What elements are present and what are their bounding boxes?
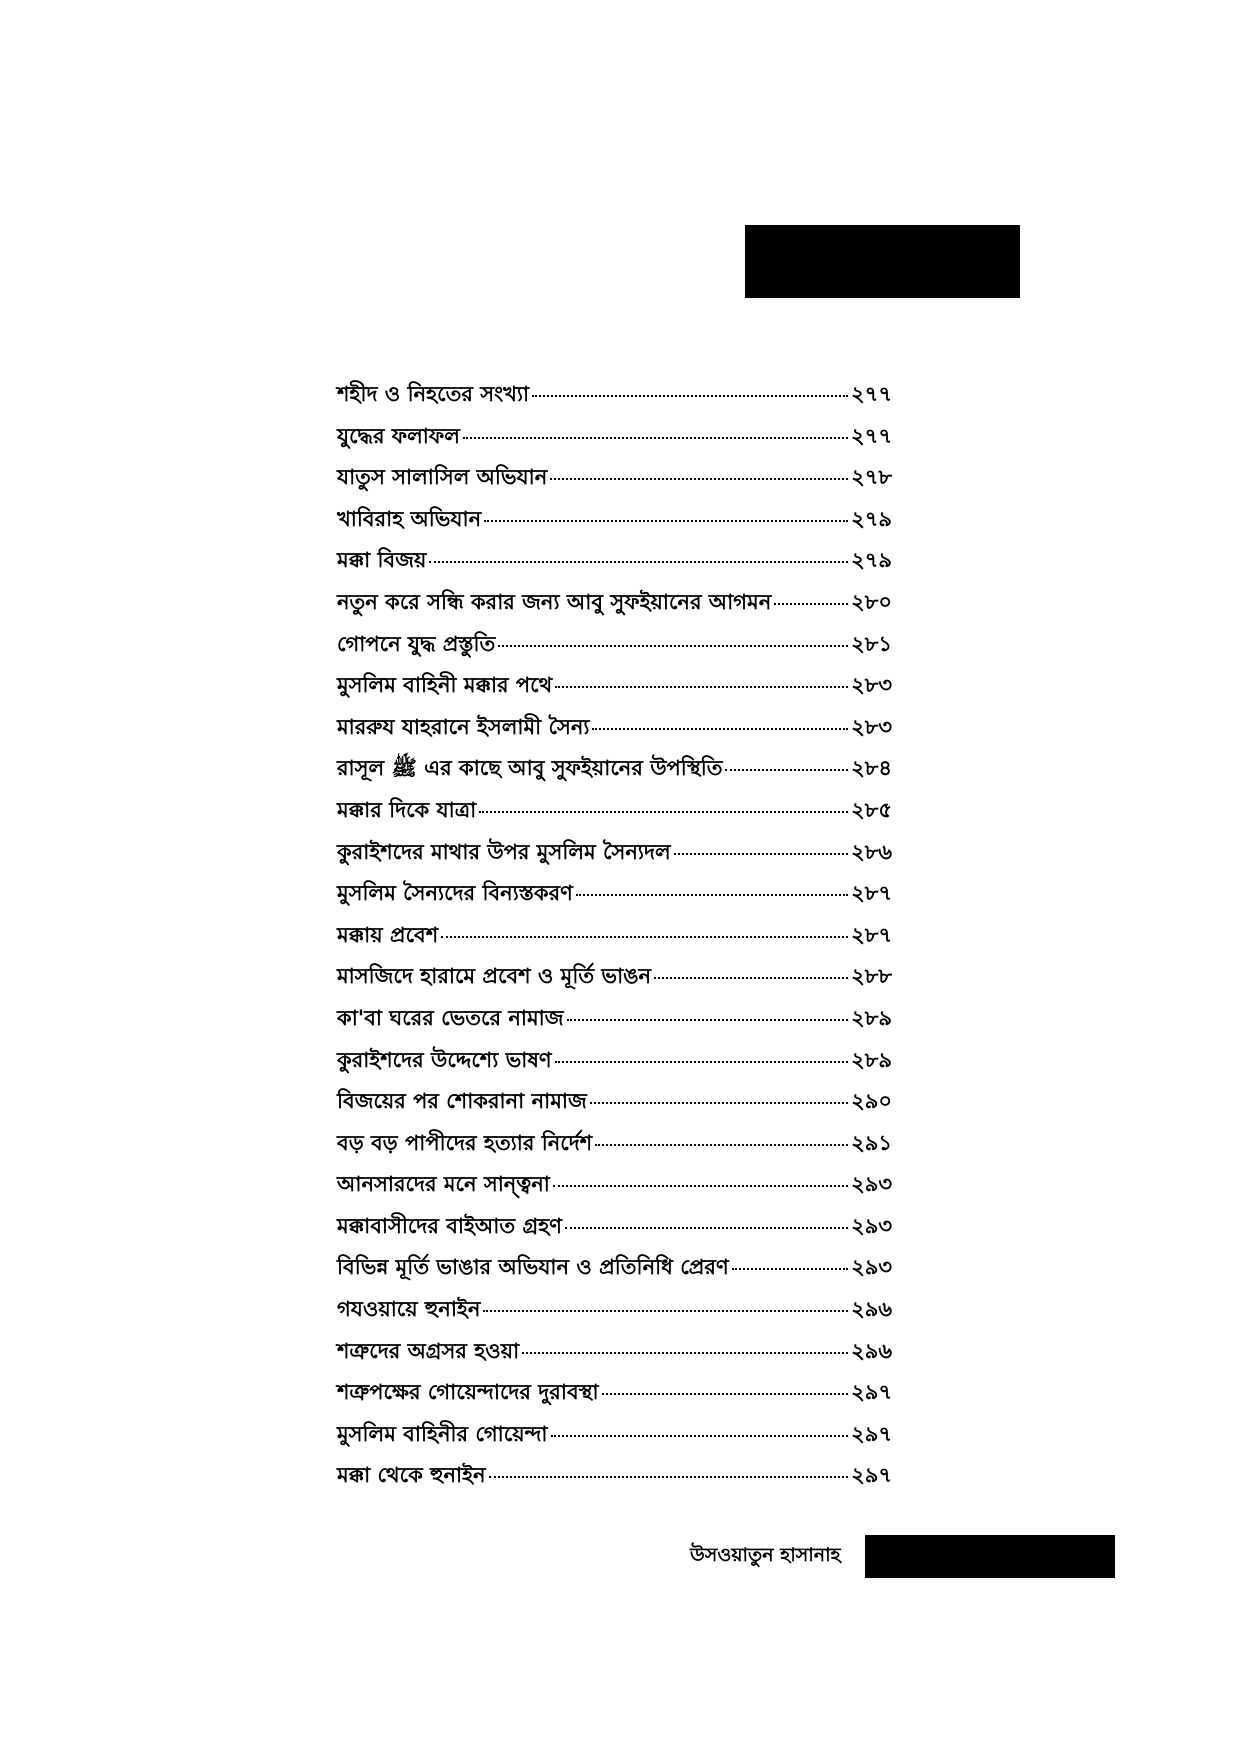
toc-entry (337, 752, 892, 794)
dot-leader (553, 1185, 848, 1187)
toc-entry (337, 1085, 892, 1127)
toc-entry (337, 586, 892, 628)
toc-entry-title: গোপনে যুদ্ধ প্রস্তুতি (337, 631, 496, 656)
toc-entry-title: নতুন করে সন্ধি করার জন্য আবু সুফইয়ানের আগমন (337, 589, 772, 614)
dot-leader (532, 395, 848, 397)
toc-entry-page-number: ২৯০ (851, 1089, 892, 1114)
dot-leader (590, 1102, 848, 1104)
toc-entry-title: আনসারদের মনে সান্ত্বনা (337, 1172, 550, 1197)
dot-leader (592, 728, 848, 730)
footer-book-title: উসওয়াতুন হাসানাহ (690, 1543, 841, 1566)
toc-entry (337, 919, 892, 961)
dot-leader (522, 1352, 848, 1354)
dot-leader (565, 1227, 848, 1229)
toc-entry-title: মক্কার দিকে যাত্রা (337, 797, 477, 822)
toc-entry-title: মক্কা থেকে হুনাইন (337, 1463, 486, 1488)
toc-entry-title: মুসলিম বাহিনী মক্কার পথে (337, 673, 553, 698)
toc-entry (337, 960, 892, 1002)
toc-entry-page-number: ২৯৬ (851, 1297, 892, 1322)
toc-entry (337, 711, 892, 753)
toc-entry-title: গযওয়ায়ে হুনাইন (337, 1297, 481, 1322)
toc-entry-page-number: ২৯৭ (851, 1380, 892, 1405)
toc-entry (337, 544, 892, 586)
toc-entry-title: মক্কায় প্রবেশ (337, 922, 439, 947)
toc-entry (337, 1251, 892, 1293)
toc-entry-page-number: ২৮৭ (851, 881, 892, 906)
toc-entry-title: শত্রুপক্ষের গোয়েন্দাদের দুরাবস্থা (337, 1380, 599, 1405)
dot-leader (595, 1144, 848, 1146)
toc-entry-page-number: ২৮১ (851, 631, 892, 656)
dot-leader (725, 769, 848, 771)
toc-entry-title: শত্রুদের অগ্রসর হওয়া (337, 1338, 520, 1363)
dot-leader (463, 437, 848, 439)
table-of-contents (337, 378, 892, 1501)
toc-entry (337, 669, 892, 711)
toc-entry-title: বড় বড় পাপীদের হত্যার নির্দেশ (337, 1130, 593, 1155)
toc-entry-page-number: ২৮৯ (851, 1047, 892, 1072)
toc-entry-page-number: ২৯৭ (851, 1463, 892, 1488)
toc-entry-page-number: ২৭৭ (851, 382, 892, 406)
toc-entry-title: খাবিরাহ অভিযান (337, 506, 482, 531)
toc-entry (337, 836, 892, 878)
toc-entry (337, 628, 892, 670)
toc-entry (337, 1002, 892, 1044)
dot-leader (567, 1019, 849, 1021)
toc-entry-title: মাসজিদে হারামে প্রবেশ ও মূর্তি ভাঙন (337, 964, 652, 989)
toc-entry (337, 503, 892, 545)
toc-entry-title: বিভিন্ন মূর্তি ভাঙার অভিযান ও প্রতিনিধি প্রেরণ (337, 1255, 729, 1280)
toc-entry (337, 461, 892, 503)
dot-leader (654, 977, 848, 979)
toc-entry-page-number: ২৭৮ (851, 465, 892, 490)
toc-entry-title: মুসলিম বাহিনীর গোয়েন্দা (337, 1421, 548, 1446)
dot-leader (479, 811, 848, 813)
toc-entry-title: শহীদ ও নিহতের সংখ্যা (337, 382, 530, 406)
dot-leader (498, 645, 848, 647)
toc-entry-title: মুসলিম সৈন্যদের বিন্যস্তকরণ (337, 881, 573, 906)
toc-entry-title: যুদ্ধের ফলাফল (337, 423, 460, 448)
toc-entry-page-number: ২৮৪ (851, 756, 892, 781)
dot-leader (550, 478, 848, 480)
toc-entry-page-number: ২৮৫ (851, 797, 892, 822)
toc-entry-page-number: ২৯৩ (851, 1213, 892, 1238)
toc-entry-title: কুরাইশদের মাথার উপর মুসলিম সৈন্যদল (337, 839, 671, 864)
dot-leader (489, 1476, 848, 1478)
toc-entry-page-number: ২৮০ (851, 589, 892, 614)
toc-entry-page-number: ২৮৩ (851, 714, 892, 739)
toc-entry-page-number: ২৮৩ (851, 673, 892, 698)
page-footer (690, 1535, 1115, 1578)
toc-entry (337, 420, 892, 462)
toc-entry (337, 1335, 892, 1377)
toc-entry (337, 1210, 892, 1252)
toc-entry-page-number: ২৯১ (851, 1130, 892, 1155)
toc-entry-title: বিজয়ের পর শোকরানা নামাজ (337, 1089, 587, 1114)
toc-entry-page-number: ২৮৭ (851, 922, 892, 947)
toc-entry-page-number: ২৭৯ (851, 548, 892, 573)
toc-entry-title: মাররুয যাহরানে ইসলামী সৈন্য (337, 714, 590, 739)
dot-leader (551, 1435, 849, 1437)
toc-entry-page-number: ২৭৭ (851, 423, 892, 448)
toc-entry-title: কুরাইশদের উদ্দেশ্যে ভাষণ (337, 1047, 552, 1072)
dot-leader (555, 1061, 848, 1063)
toc-entry (337, 1418, 892, 1460)
toc-entry (337, 378, 892, 420)
toc-entry-title: কা'বা ঘরের ভেতরে নামাজ (337, 1005, 564, 1030)
dot-leader (484, 520, 848, 522)
dot-leader (674, 853, 848, 855)
toc-entry-page-number: ২৯৭ (851, 1421, 892, 1446)
toc-entry (337, 1127, 892, 1169)
dot-leader (602, 1393, 848, 1395)
toc-entry-title: মক্কা বিজয় (337, 548, 427, 573)
toc-entry (337, 1044, 892, 1086)
footer-black-block (865, 1535, 1115, 1578)
toc-entry-title: যাতুস সালাসিল অভিযান (337, 465, 548, 490)
toc-entry-page-number: ২৯৩ (851, 1255, 892, 1280)
toc-entry (337, 1168, 892, 1210)
toc-entry (337, 1376, 892, 1418)
toc-entry (337, 877, 892, 919)
toc-entry-page-number: ২৮৯ (851, 1005, 892, 1030)
dot-leader (441, 936, 848, 938)
toc-entry-page-number: ২৭৯ (851, 506, 892, 531)
toc-entry (337, 1459, 892, 1501)
toc-entry (337, 1293, 892, 1335)
dot-leader (576, 894, 848, 896)
dot-leader (483, 1310, 848, 1312)
header-black-block (745, 225, 1020, 298)
toc-entry-page-number: ২৮৮ (851, 964, 892, 989)
toc-entry-title: মক্কাবাসীদের বাইআত গ্রহণ (337, 1213, 562, 1238)
toc-entry-page-number: ২৯৬ (851, 1338, 892, 1363)
toc-entry-page-number: ২৮৬ (851, 839, 892, 864)
toc-entry (337, 794, 892, 836)
dot-leader (732, 1268, 848, 1270)
toc-entry-page-number: ২৯৩ (851, 1172, 892, 1197)
dot-leader (774, 603, 848, 605)
dot-leader (429, 561, 848, 563)
toc-entry-title: রাসূল ﷺ এর কাছে আবু সুফইয়ানের উপস্থিতি (337, 756, 723, 781)
dot-leader (555, 686, 848, 688)
